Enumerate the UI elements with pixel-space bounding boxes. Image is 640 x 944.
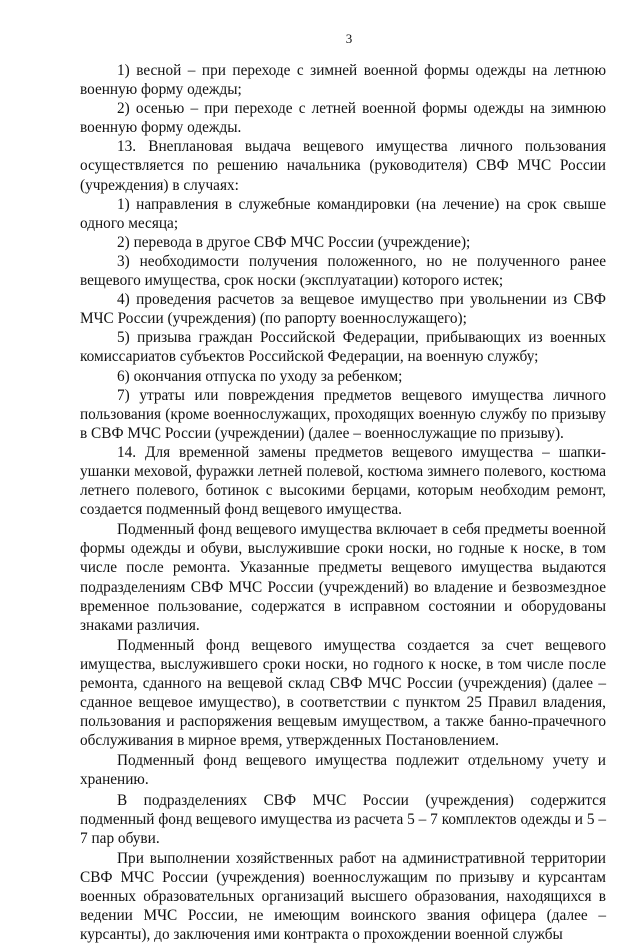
page-number: 3: [345, 31, 353, 46]
paragraph-13-case-5: 5) призыва граждан Российской Федерации, прибывающих из военных комиссариатов субъектов Российской Федерации, на военную службу;: [80, 329, 606, 366]
paragraph-14-replacement-fund: 14. Для временной замены предметов вещевого имущества – шапки-ушанки меховой, фуражки летней полевой, костюма зимнего полевого, костюма летнего полевого, ботинок с высокими берцами, которым необходим ремонт, создается подменный фонд вещевого имущества.: [80, 443, 606, 519]
paragraph-13-case-6: 6) окончания отпуска по уходу за ребенком;: [117, 367, 403, 385]
paragraph-fund-contents: Подменный фонд вещевого имущества включает в себя предметы военной формы одежды и обуви, выслужившие сроки носки, но годные к носке, в том числе после ремонта. Указанные предметы вещевого имущества выдаются подразделениям СВФ МЧС России (учреждений) во владение и безвозмездное временное пользование, содержатся в исправном состоянии и оборудованы знаками различия.: [80, 521, 606, 634]
paragraph-13-case-1: 1) направления в служебные командировки (на лечение) на срок свыше одного месяца;: [80, 195, 606, 232]
paragraph-13-case-3: 3) необходимости получения положенного, но не полученного ранее вещевого имущества, срок носки (эксплуатации) которого истек;: [80, 252, 606, 290]
paragraph-2-autumn: 2) осенью – при переходе с летней военной формы одежды на зимнюю военную форму одежды.: [80, 100, 606, 137]
paragraph-fund-accounting: Подменный фонд вещевого имущества подлежит отдельному учету и хранению.: [80, 752, 606, 789]
paragraph-fund-creation: Подменный фонд вещевого имущества создается за счет вещевого имущества, выслужившего сроки носки, но годного к носке, в том числе после ремонта, сданного на вещевой склад СВФ МЧС России (учреждения) (далее – сданное вещевое имущество), в соответствии с пунктом 25 Правил владения, пользования и распоряжения вещевым имуществом, а также банно-прачечного обслуживания в мирное время, утвержденных Постановлением.: [80, 636, 606, 750]
paragraph-13-case-7: 7) утраты или повреждения предметов вещевого имущества личного пользования (кроме военнослужащих, проходящих военную службу по призыву в СВФ МЧС России (учреждении) (далее – военнослужащие по призыву).: [80, 386, 606, 442]
paragraph-13-case-4: 4) проведения расчетов за вещевое имущество при увольнении из СВФ МЧС России (учреждения) (по рапорту военнослужащего);: [80, 291, 606, 328]
paragraph-13-case-2: 2) перевода в другое СВФ МЧС России (учреждение);: [117, 233, 471, 251]
paragraph-1-spring: 1) весной – при переходе с зимней военной формы одежды на летнюю военную форму одежды;: [80, 62, 606, 99]
paragraph-household-work: При выполнении хозяйственных работ на административной территории СВФ МЧС России (учреждения) военнослужащим по призыву и курсантам военных образовательных организаций высшего образования, находящихся в ведении МЧС России, не имеющим воинского звания офицера (далее – курсанты), до заключения ими контракта о прохождении военной службы: [80, 849, 606, 944]
paragraph-13-unscheduled-issue: 13. Внеплановая выдача вещевого имущества личного пользования осуществляется по решению начальника (руководителя) СВФ МЧС России (учреждения) в случаях:: [80, 138, 606, 194]
paragraph-fund-size: В подразделениях СВФ МЧС России (учреждения) содержится подменный фонд вещевого имущества из расчета 5 – 7 комплектов одежды и 5 – 7 пар обуви.: [80, 791, 606, 847]
